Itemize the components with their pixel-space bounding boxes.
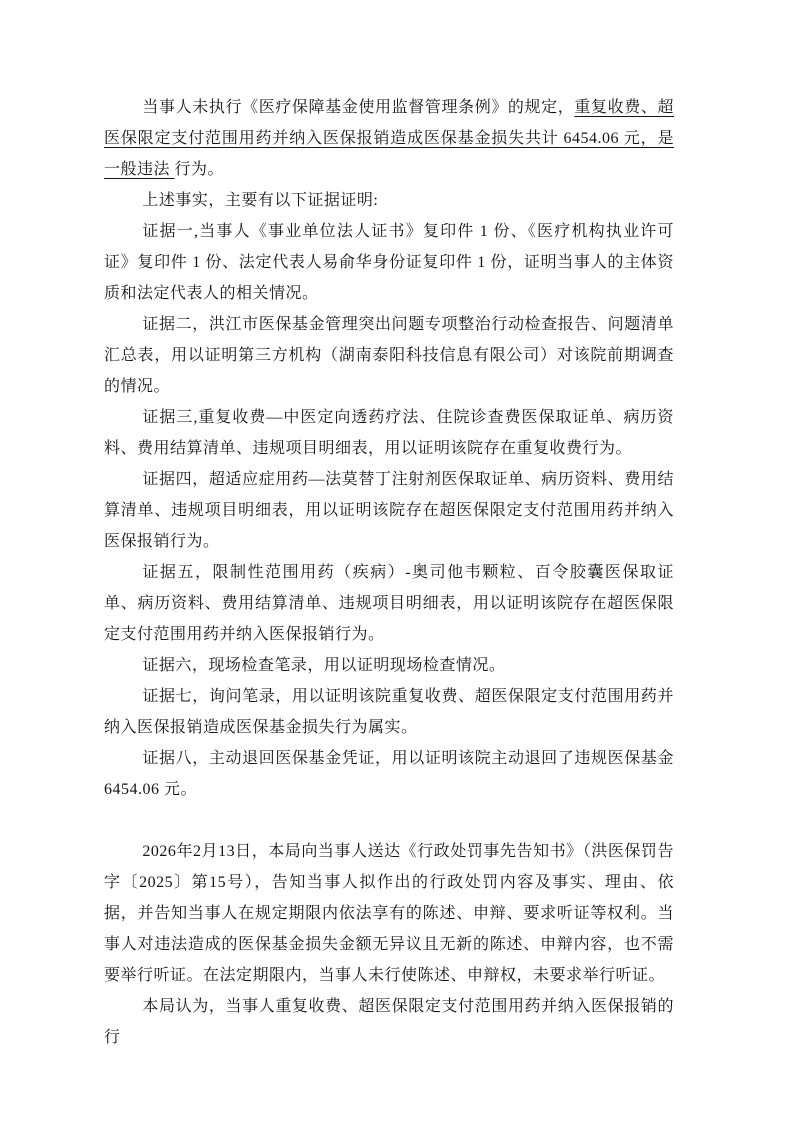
- fact-paragraph: [104, 92, 674, 185]
- evidence-item-3: 证据三,重复收费—中医定向透药疗法、住院诊查费医保取证单、病历资料、费用结算清单、违规项目明细表，用以证明该院存在重复收费行为。: [104, 409, 674, 457]
- evidence-item-7: 证据七，询问笔录，用以证明该院重复收费、超医保限定支付范围用药并纳入医保报销造成医保基金损失行为属实。: [104, 688, 674, 736]
- fact-text-underlined: 重复收费、超医保限定支付范围用药并纳入医保报销造成医保基金损失共计 6454.06 元，是 一般违法: [104, 99, 674, 178]
- opinion-paragraph: 本局认为，当事人重复收费、超医保限定支付范围用药并纳入医保报销的行: [104, 998, 674, 1046]
- fact-text-post: 行为。: [174, 161, 225, 178]
- evidence-item-5: 证据五，限制性范围用药（疾病）-奥司他韦颗粒、百令胶囊医保取证单、病历资料、费用结算清单、违规项目明细表，用以证明该院存在超医保限定支付范围用药并纳入医保报销行为。: [104, 564, 674, 643]
- notice-paragraph: 2026年2月13日，本局向当事人送达《行政处罚事先告知书》（洪医保罚告字〔2025〕第15号），告知当事人拟作出的行政处罚内容及事实、理由、依据，并告知当事人在规定期限内依法享有的陈述、申辩、要求听证等权利。当事人对违法造成的医保基金损失金额无异议且无新的陈述、申辩内容，也不需要举行听证。在法定期限内，当事人未行使陈述、申辩权，未要求举行听证。: [104, 843, 674, 984]
- evidence-intro-paragraph: 上述事实，主要有以下证据证明:: [142, 192, 379, 209]
- evidence-item-1: 证据一,当事人《事业单位法人证书》复印件 1 份、《医疗机构执业许可证》复印件 1 份、法定代表人易俞华身份证复印件 1 份，证明当事人的主体资质和法定代表人的相关情况。: [104, 223, 674, 302]
- evidence-item-8: 证据八，主动退回医保基金凭证，用以证明该院主动退回了违规医保基金 6454.06 元。: [104, 750, 674, 798]
- document-body: [104, 92, 674, 1053]
- evidence-item-6: 证据六，现场检查笔录，用以证明现场检查情况。: [142, 657, 506, 674]
- blank-line-spacer: [104, 805, 674, 836]
- evidence-item-2: 证据二，洪江市医保基金管理突出问题专项整治行动检查报告、问题清单汇总表，用以证明第三方机构（湖南泰阳科技信息有限公司）对该院前期调查的情况。: [104, 316, 674, 395]
- evidence-item-4: 证据四，超适应症用药—法莫替丁注射剂医保取证单、病历资料、费用结算清单、违规项目明细表，用以证明该院存在超医保限定支付范围用药并纳入医保报销行为。: [104, 471, 674, 550]
- fact-text-pre: 当事人未执行《医疗保障基金使用监督管理条例》的规定，: [142, 99, 575, 116]
